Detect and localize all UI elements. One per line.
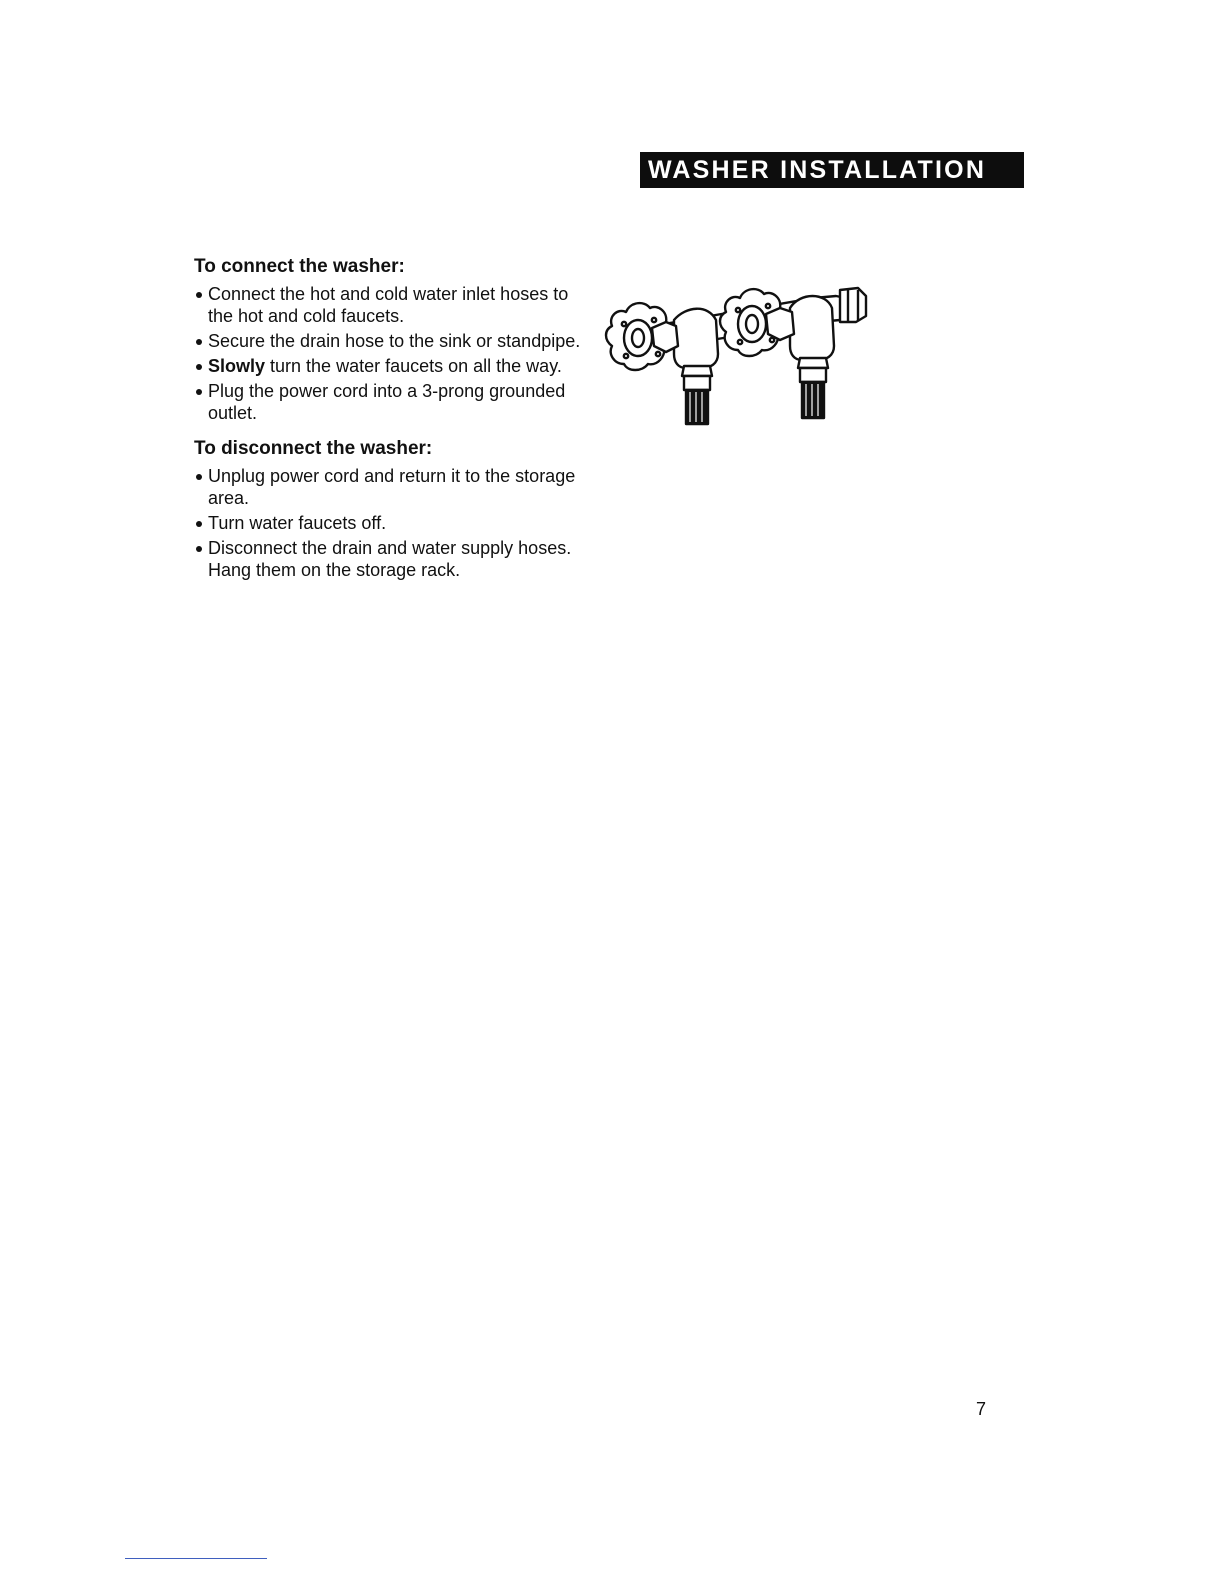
connect-step-2-text: Secure the drain hose to the sink or standpipe. <box>208 331 581 351</box>
disconnect-step-2 <box>194 512 594 534</box>
connect-step-3-emphasis: Slowly <box>208 356 266 376</box>
connect-step-1 <box>194 283 594 327</box>
connect-step-2 <box>194 330 594 352</box>
disconnect-step-1-text: Unplug power cord and return it to the storage area. <box>208 466 576 508</box>
connect-step-4 <box>194 380 594 424</box>
connect-step-3-text: turn the water faucets on all the way. <box>270 356 562 376</box>
section-title: WASHER INSTALLATION <box>648 156 987 184</box>
footer-divider <box>125 1558 267 1559</box>
section-title-banner <box>640 152 1024 188</box>
instructions-column <box>194 256 594 584</box>
connect-step-3 <box>194 355 594 377</box>
disconnect-step-2-text: Turn water faucets off. <box>208 513 387 533</box>
disconnect-step-1 <box>194 465 594 509</box>
connect-heading: To connect the washer: <box>194 256 405 277</box>
disconnect-heading: To disconnect the washer: <box>194 438 433 459</box>
page-number: 7 <box>976 1399 987 1419</box>
connect-step-1-text: Connect the hot and cold water inlet hoses to the hot and cold faucets. <box>208 284 569 326</box>
disconnect-steps-list <box>194 465 594 581</box>
connect-steps-list <box>194 283 594 424</box>
connect-step-4-text: Plug the power cord into a 3-prong grounded outlet. <box>208 381 566 423</box>
water-faucets-with-hoses-icon <box>604 276 876 432</box>
disconnect-step-3-text: Disconnect the drain and water supply hoses. Hang them on the storage rack. <box>208 538 572 580</box>
disconnect-step-3 <box>194 537 594 581</box>
